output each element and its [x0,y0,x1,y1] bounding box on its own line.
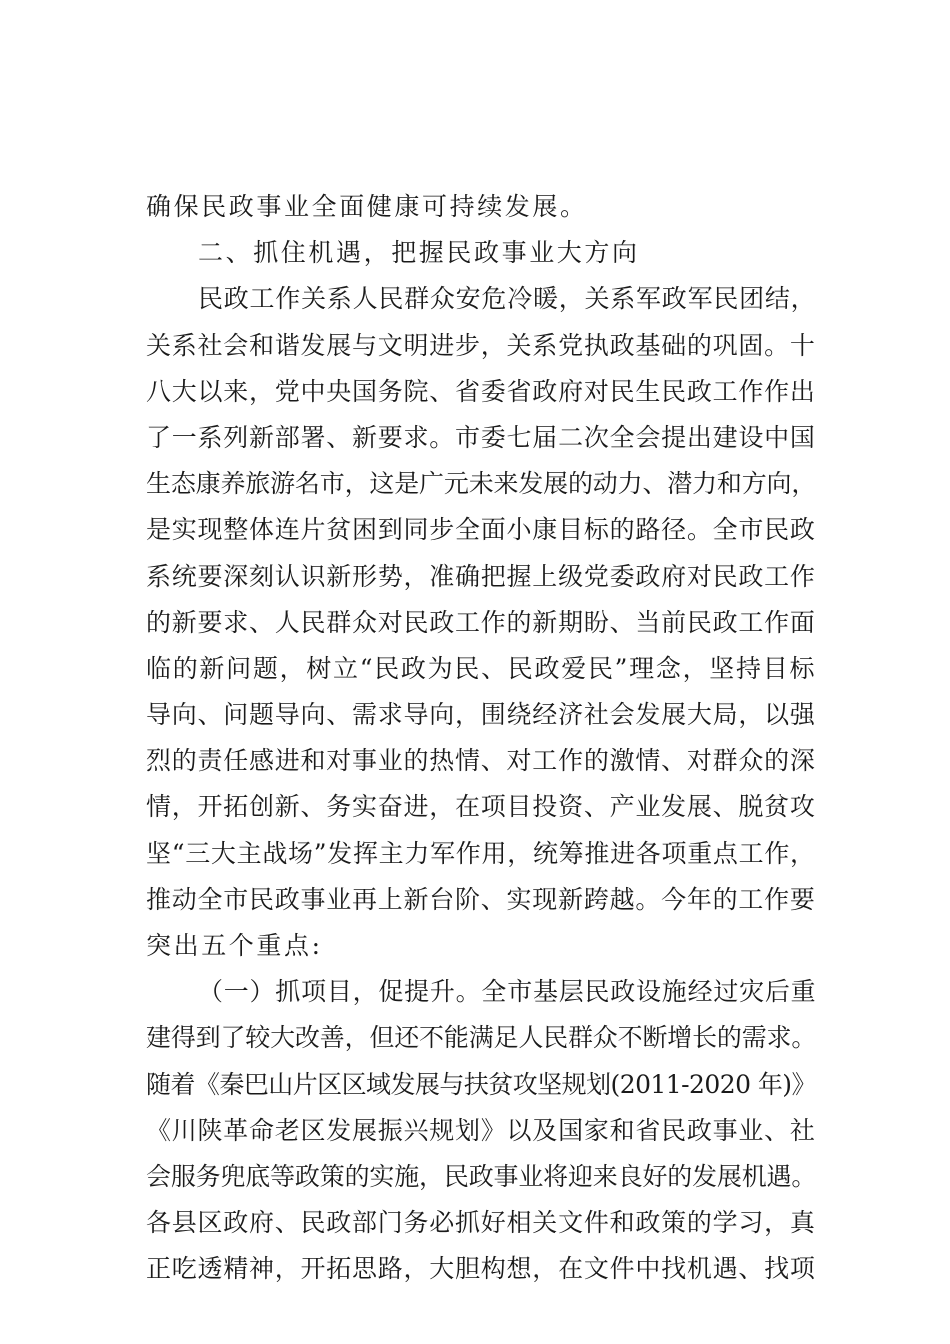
text-line: 导向、问题导向、需求导向，围绕经济社会发展大局，以强 [146,700,816,730]
text-line: 民政工作关系人民群众安危冷暖，关系军政军民团结， [198,284,817,314]
text-line: 八大以来，党中央国务院、省委省政府对民生民政工作作出 [146,376,816,406]
text-line: 临的新问题，树立“民政为民、民政爱民”理念，坚持目标 [146,653,817,683]
text-line: 各县区政府、民政部门务必抓好相关文件和政策的学习，真 [146,1208,816,1238]
text-line: 突出五个重点: [146,931,323,960]
text-line: 建得到了较大改善，但还不能满足人民群众不断增长的需求。 [146,1023,817,1053]
text-line: 烈的责任感进和对事业的热情、对工作的激情、对群众的深 [146,746,816,776]
text-line: 随着《秦巴山片区区域发展与扶贫攻坚规划(2011-2020 年)》 [146,1069,816,1099]
text-line: （一）抓项目，促提升。全市基层民政设施经过灾后重 [198,977,817,1007]
body-text [146,184,816,1293]
text-line: 确保民政事业全面健康可持续发展。 [146,192,588,221]
text-line: 会服务兜底等政策的实施，民政事业将迎来良好的发展机遇。 [146,1161,817,1191]
text-line: 推动全市民政事业再上新台阶、实现新跨越。今年的工作要 [146,884,816,914]
text-line: 是实现整体连片贫困到同步全面小康目标的路径。全市民政 [146,515,816,545]
text-line: 生态康养旅游名市，这是广元未来发展的动力、潜力和方向， [146,469,817,499]
text-line: 系统要深刻认识新形势，准确把握上级党委政府对民政工作 [146,561,816,591]
text-line: 正吃透精神，开拓思路，大胆构想，在文件中找机遇、找项 [146,1254,816,1284]
text-line: 的新要求、人民群众对民政工作的新期盼、当前民政工作面 [146,607,816,637]
text-line: 关系社会和谐发展与文明进步，关系党执政基础的巩固。十 [146,330,816,360]
text-line: 《川陕革命老区发展振兴规划》以及国家和省民政事业、社 [146,1115,816,1145]
text-line: 二、抓住机遇，把握民政事业大方向 [198,238,640,268]
text-line: 情，开拓创新、务实奋进，在项目投资、产业发展、脱贫攻 [146,792,816,822]
text-line: 了一系列新部署、新要求。市委七届二次全会提出建设中国 [146,422,816,452]
text-line: 坚“三大主战场”发挥主力军作用，统筹推进各项重点工作， [146,838,816,868]
